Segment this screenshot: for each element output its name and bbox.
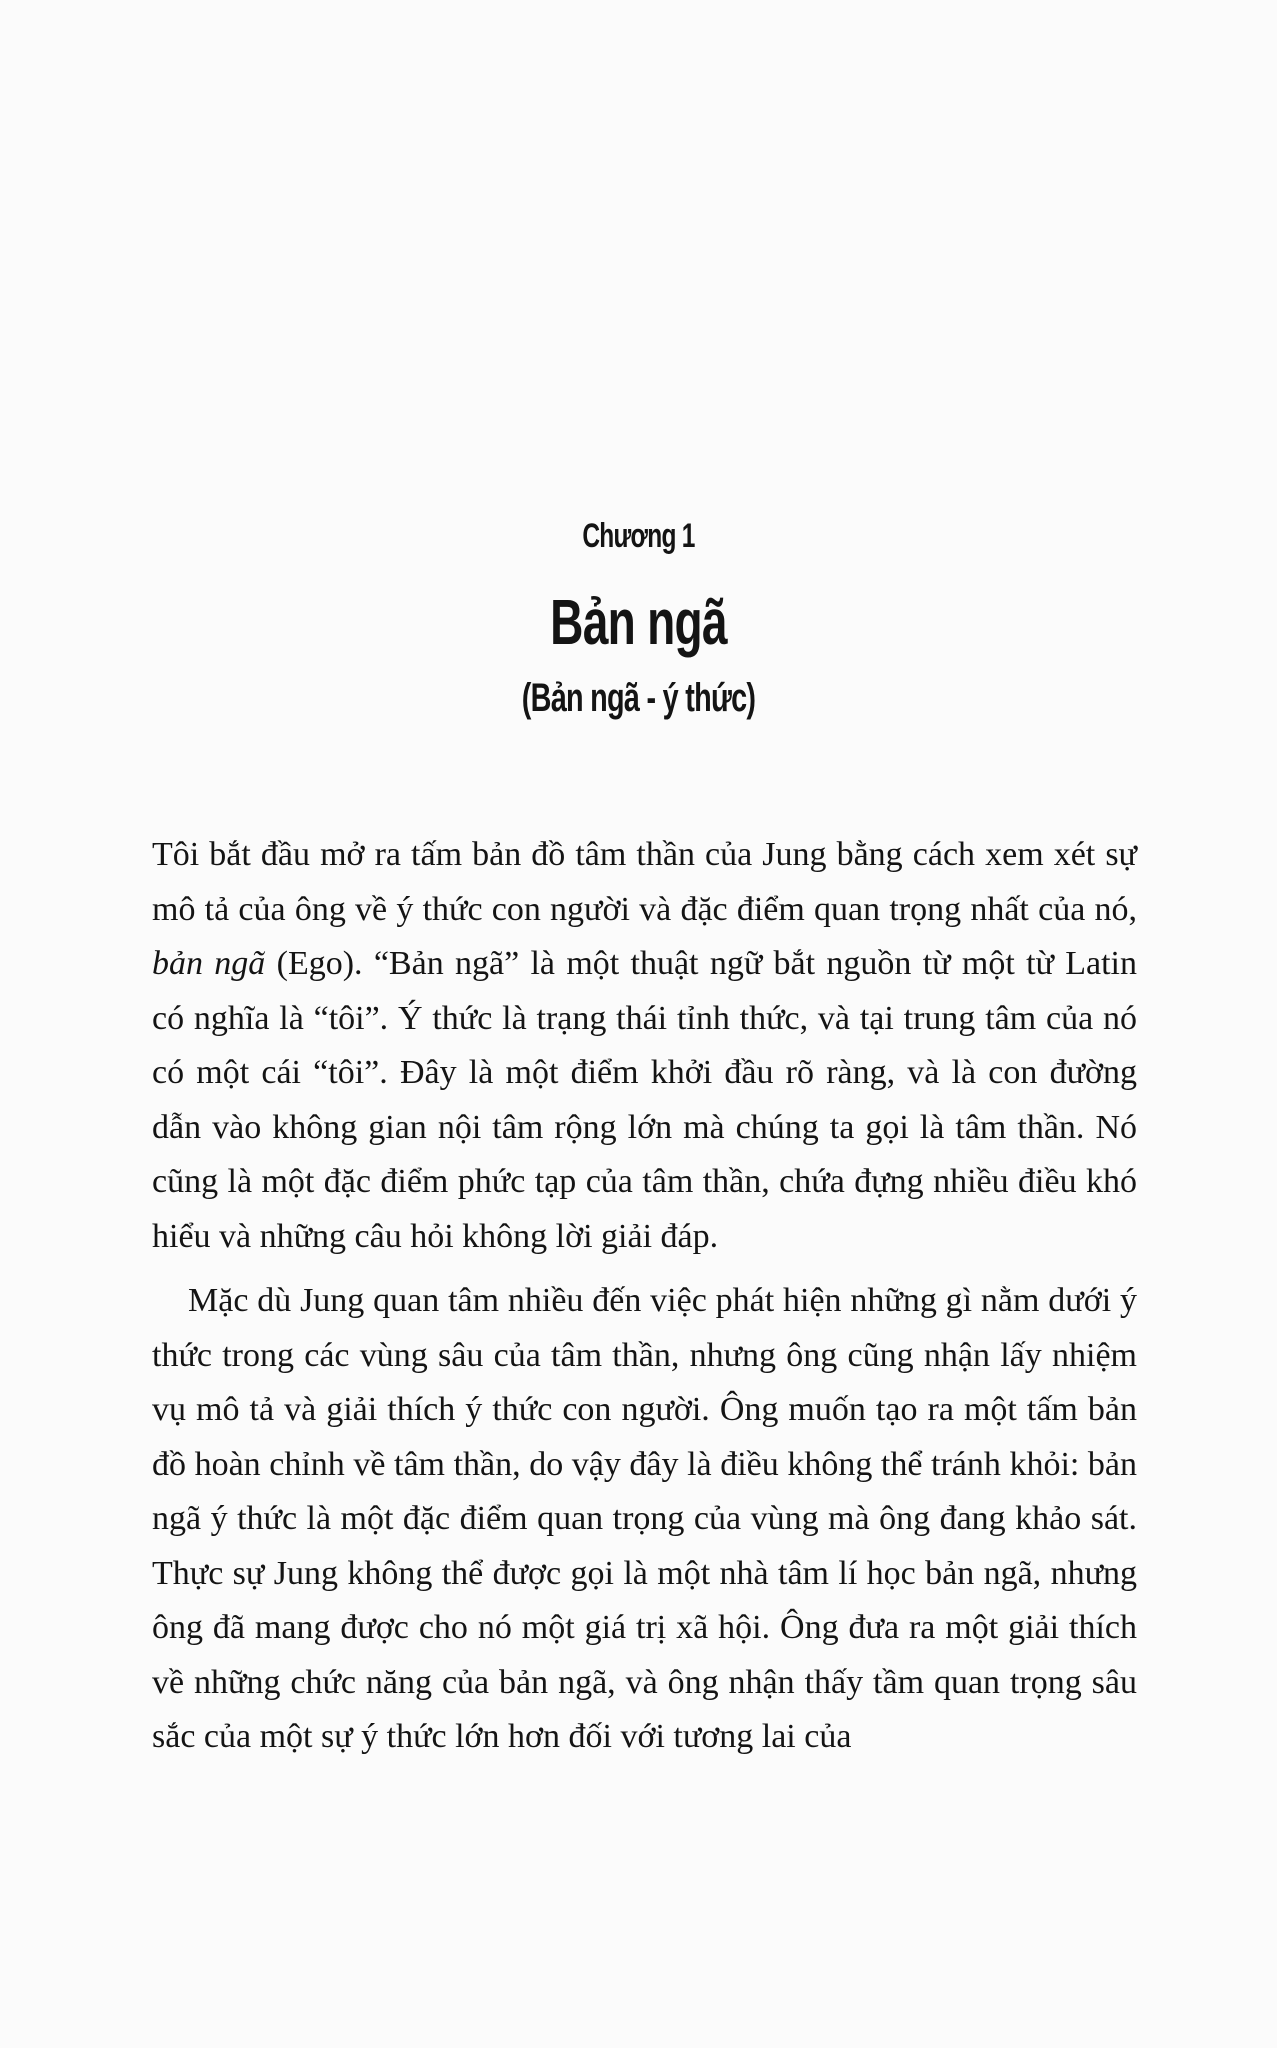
paragraph-1-text-a: Tôi bắt đầu mở ra tấm bản đồ tâm thần của Jung bằng cách xem xét sự mô tả của ông về ý thức con người và đặc điểm quan trọng nhất của nó, bbox=[152, 836, 1137, 928]
chapter-label: Chương 1 bbox=[582, 517, 695, 555]
paragraph-1 bbox=[152, 828, 1137, 1264]
body-text bbox=[152, 828, 1137, 1775]
paragraph-1-text-b: (Ego). “Bản ngã” là một thuật ngữ bắt nguồn từ một từ Latin có nghĩa là “tôi”. Ý thức là trạng thái tỉnh thức, và tại trung tâm của nó có một cái “tôi”. Đây là một điểm khởi đầu rõ ràng, và là con đường dẫn vào không gian nội tâm rộng lớn mà chúng ta gọi là tâm thần. Nó cũng là một đặc điểm phức tạp của tâm thần, chứa đựng nhiều điều khó hiểu và những câu hỏi không lời giải đáp. bbox=[152, 945, 1137, 1255]
chapter-title: Bản ngã bbox=[550, 586, 727, 658]
chapter-subtitle: (Bản ngã - ý thức) bbox=[521, 676, 756, 720]
paragraph-2: Mặc dù Jung quan tâm nhiều đến việc phát hiện những gì nằm dưới ý thức trong các vùng sâu của tâm thần, nhưng ông cũng nhận lấy nhiệm vụ mô tả và giải thích ý thức con người. Ông muốn tạo ra một tấm bản đồ hoàn chỉnh về tâm thần, do vậy đây là điều không thể tránh khỏi: bản ngã ý thức là một đặc điểm quan trọng của vùng mà ông đang khảo sát. Thực sự Jung không thể được gọi là một nhà tâm lí học bản ngã, nhưng ông đã mang được cho nó một giá trị xã hội. Ông đưa ra một giải thích về những chức năng của bản ngã, và ông nhận thấy tầm quan trọng sâu sắc của một sự ý thức lớn hơn đối với tương lai của bbox=[152, 1282, 1137, 1755]
ego-term: bản ngã bbox=[152, 945, 266, 982]
